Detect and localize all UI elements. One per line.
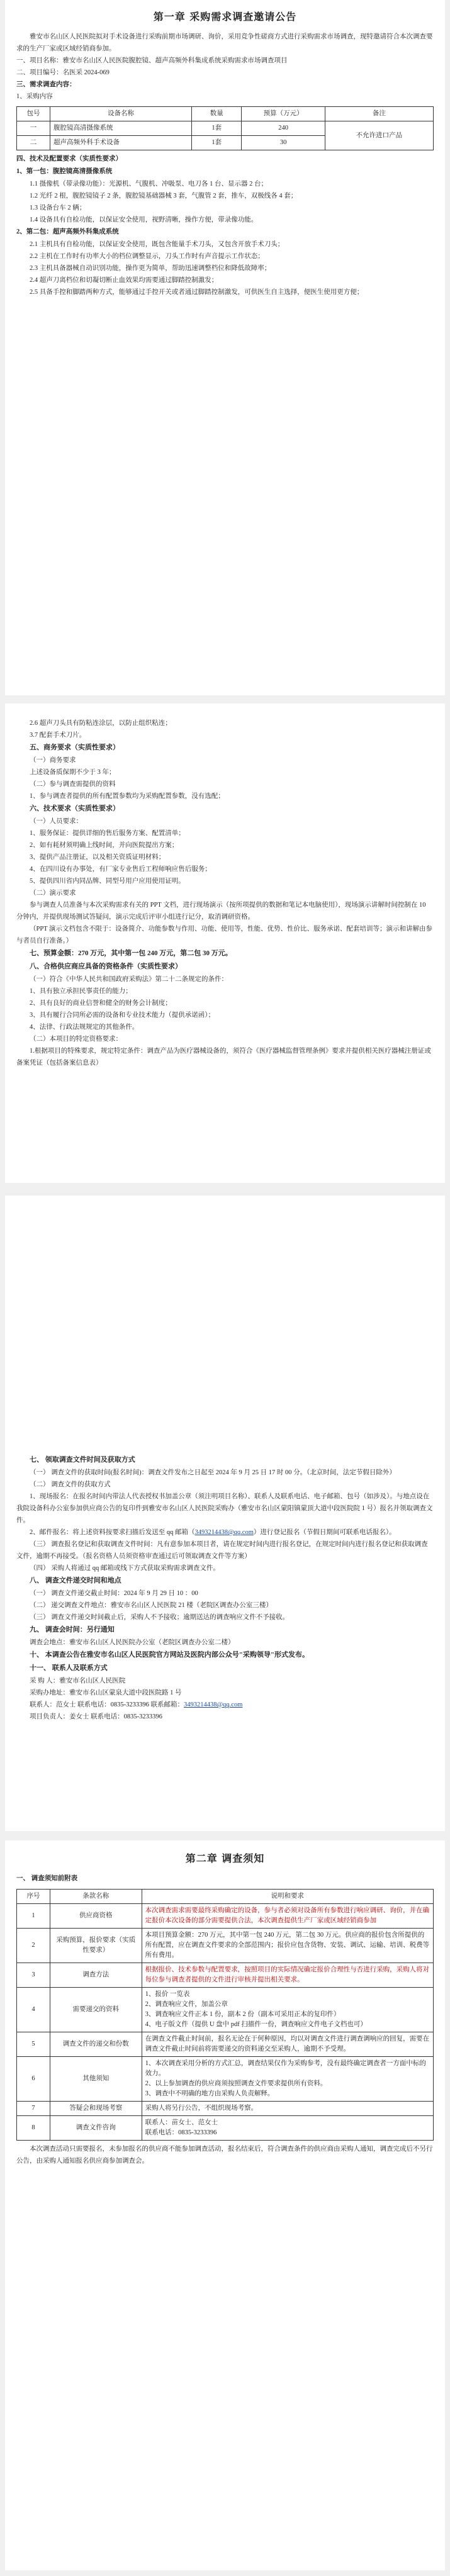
section-heading: 十、 本调查公告在雅安市名山区人民医院官方网站及医院内部公众号"采购领导"形式发布。	[30, 1651, 309, 1659]
table-cell: 二	[17, 136, 50, 150]
table-cell: 超声高频外科手术设备	[50, 136, 191, 150]
row-clause: 答疑会和现场考察	[50, 2102, 142, 2116]
paragraph: （一） 调查文件递交截止时间：2024 年 9 月 29 日 10 ：00	[30, 1590, 198, 1597]
requirement-line: （PPT 演示文档包含不限于：设备简介、功能参数与作用、功能、使用等，性能、优势、性价比、服务承诺、配套培训等；演示和讲解由参与者员自行准备。）	[16, 926, 433, 944]
requirement-line: 1、具有独立承担民事责任的能力；	[30, 988, 132, 995]
package-2-line: 2.1 主机具有自检功能，以保证安全使用，既包含能量手术刀头，又包含开放手术刀头；	[30, 241, 284, 248]
package-2-line: 2.6 超声刀头具有防粘连涂层，以防止组织粘连；	[30, 720, 172, 727]
subsection-label: （一）人员要求：	[30, 818, 82, 825]
row-number: 3	[17, 1963, 50, 1988]
package-2-line: 2.3 主机具备器械自动识别功能，操作更为简单，帮助迅速调整档位和降低故障率；	[30, 265, 271, 272]
row-clause: 调查文件咨询	[50, 2116, 142, 2141]
row-description: 在调查文件截止时间前，报名无论在于何种原因，均以对调查文件进行调查调响应的回复，需要在调查文件截止时间前将需要递交的资料递交至采购人，逾期不予受理。	[142, 2032, 433, 2057]
table-header-row	[17, 1890, 434, 1904]
row-clause: 采购预算，报价要求（实质性要求）	[50, 1929, 142, 1963]
row-description: 本次调查需求需要最终采购确定的设备，参与者必须对设备所有参数进行响应调研、询价，并在确定报价本次设备的部分需要提供合法，本次调查提供生产厂家或区域经销商参加	[142, 1904, 433, 1929]
package-2-line: 2.4 超声刀离档位和切凝切断止血效果均需要通过脚踏控制激发；	[30, 277, 218, 284]
paragraph: （三） 调查文件递交时间截止后，采购人不予接收；逾期送达的调查响应文件不予接收。	[30, 1614, 290, 1621]
table-row	[17, 1988, 434, 2032]
requirement-line: 参与调查人员准备与本次采购需求有关的 PPT 文档，进行现场演示（按所项提供的数据和笔记本电脑使用），现场演示讲解时间控制在 10 分钟内，并提供现场测试答疑问，演示完成后评审小组进行记分，取消调研资格。	[16, 902, 426, 921]
requirement-line: 4、法律、行政法规规定的其他条件。	[30, 1024, 139, 1031]
email-link[interactable]: 3493214438@qq.com	[194, 1529, 254, 1536]
paragraph-text: ）进行登记报名（节假日期间可联系电话报名）。	[253, 1529, 396, 1536]
row-clause: 需要递交的资料	[50, 1988, 142, 2032]
row-number: 6	[17, 2057, 50, 2102]
section-heading: 七、 领取调查文件时间及获取方式	[30, 1456, 135, 1464]
paragraph: 调查会地点：雅安市名山区人民医院办公室（老院区调查办公室二楼）	[30, 1639, 235, 1646]
table-cell: 30	[242, 136, 325, 150]
page-2	[5, 703, 445, 1183]
paragraph: （二） 调查文件的获取方式	[30, 1481, 111, 1488]
table-row	[17, 2032, 434, 2057]
requirement-line: 4、在四川设有办事处，有厂家专业售后工程师响应售后服务；	[30, 866, 211, 873]
chapter-title: 第一章 采购需求调查邀请公告	[153, 11, 297, 23]
section-heading: 四、技术及配置要求（实质性要求）	[16, 155, 122, 162]
row-description: 本项目预算金额：270 万元，其中第一包 240 万元，第二包 30 万元。供应商的报价包含所提供的所有配置，应在调查文件要求的全部范围内；报价应包含货物、安装、调试、运输、培训、税费等所有费用。	[142, 1929, 433, 1963]
row-description: 1、报价 一览表 2、调查响应文件，加盖公章 3、调查响应文件正本 1 份，副本 2 份（副本可采用正本的复印件） 4、电子版文件（提供 U 盘中 pdf 扫描件一份，调查响应文件电子文档也可）	[142, 1988, 433, 2032]
requirement-line: 1.根据项目的特殊要求，规定特定条件：调查产品为医疗器械设备的，须符合《医疗器械监督管理条例》要求并提供相关医疗器械注册证或备案凭证（包括备案信息表）	[16, 1048, 431, 1067]
contact-text: 联系人：范女士 联系电话：0835-3233396 联系邮箱：	[30, 1701, 184, 1708]
table-row	[17, 2057, 434, 2102]
table-row	[17, 121, 434, 136]
table-cell: 腹腔镜高清摄像系统	[50, 121, 191, 136]
table-header: 设备名称	[50, 107, 191, 121]
row-clause: 调查文件的递交和份数	[50, 2032, 142, 2057]
contact-line: 项目负责人：姜女士 联系电话：0835-3233396	[30, 1713, 162, 1720]
table-header: 数量	[192, 107, 242, 121]
page-4	[5, 1840, 445, 2570]
row-description: 根据报价、技术参数与配置要求，按照项目的实际情况确定报价合理性与否进行采购，采购人将对每位参与调查者提供的文件进行审核并提出相关要求。	[142, 1963, 433, 1988]
package-2-heading: 2、第二包：超声高频外科集成系统	[16, 228, 119, 235]
requirement-line: （二）本项目的特定资格要求：	[30, 1036, 122, 1043]
table-header: 预算（万元）	[242, 107, 325, 121]
row-clause: 供应商资格	[50, 1904, 142, 1929]
row-number: 2	[17, 1929, 50, 1963]
requirement-line: （一）符合《中华人民共和国政府采购法》第二十二条规定的条件：	[30, 976, 228, 983]
table-remark: 不允许进口产品	[325, 121, 433, 150]
budget-heading: 七、预算金额：270 万元，其中第一包 240 万元，第二包 30 万元。	[30, 949, 232, 957]
footer-note: 本次调查活动只需要报名，未参加报名的供应商不能参加调查活动，报名结束后，符合调查条件的供应商由采购人通知，调查完成后不另行公告，由采购人通知报名供应商参加调查会。	[16, 2146, 433, 2164]
page-3	[5, 1196, 445, 1831]
paragraph	[16, 1526, 434, 1538]
contact-line	[16, 1699, 434, 1711]
row-number: 7	[17, 2102, 50, 2116]
paragraph: （一） 调查文件的获取时间(报名时间)：调查文件发布之日起至 2024 年 9 月 25 日 17 时 00 分。（北京时间，法定节假日除外）	[30, 1469, 396, 1476]
table-cell: 1套	[192, 121, 242, 136]
requirement-line: 3、具有履行合同所必需的设备和专业技术能力（提供承诺函）；	[30, 1012, 215, 1019]
survey-content-heading: 三、需求调查内容：	[16, 81, 76, 88]
subsection-label: （二）演示要求	[30, 890, 76, 897]
business-heading: 五、商务要求（实质性要求）	[30, 744, 120, 751]
requirement-line: 3、提供产品注册证，以及相关资质证明材料；	[30, 854, 166, 861]
requirement-line: 1、参与调查者提供的所有配置参数均为采购配置参数，没有选配；	[30, 793, 225, 800]
qualification-heading: 八、合格供应商应具备的资格条件（实质性要求）	[30, 963, 182, 970]
package-2-line: 2.2 主机在工作时有功率大小的档位调整显示，刀头工作时有声音提示工作状态；	[30, 253, 264, 260]
procurement-content-label: 1、采购内容	[16, 93, 53, 100]
contact-line: 采 购 人：雅安市名山区人民医院	[30, 1677, 126, 1684]
contact-line: 采购办地址：雅安市名山区蒙泉大道中段医院路 1 号	[30, 1689, 182, 1696]
paragraph-text: 2、邮件报名：将上述资料按要求扫描后发送至 qq 邮箱（	[30, 1529, 195, 1536]
row-clause: 调查方法	[50, 1963, 142, 1988]
procurement-table	[16, 106, 434, 150]
row-clause: 其他须知	[50, 2057, 142, 2102]
intro-paragraph: 雅安市名山区人民医院拟对手术设备进行采购前期市场调研、询价，采用竞争性磋商方式进行采购需求市场调查，现特邀请符合本次调查要求的生产厂家或区域经销商参加。	[16, 33, 433, 52]
requirement-line: 上述设备质保期不少于 3 年；	[30, 769, 116, 776]
paragraph: （三） 调查报名登记和获取调查文件时间：凡有意参加本项目者，请在规定时间内进行报名登记，在规定时间内进行报名登记和获取调查文件，逾期不再接受。（报名资格人员须资格审查通过后可领取调查文件等方案）	[16, 1541, 428, 1560]
table-row	[17, 2102, 434, 2116]
table-header: 条款名称	[50, 1890, 142, 1904]
table-header: 序号	[17, 1890, 50, 1904]
section-heading: 八、 调查文件递交时间和地点	[30, 1577, 121, 1584]
row-description: 采购人将另行公告，不组织现场考察。	[142, 2102, 433, 2116]
package-2-line: 3.7 配套手术刀片。	[30, 732, 86, 739]
table-row	[17, 1929, 434, 1963]
paragraph: 1、现场报名：在报名时间内带法人代表授权书加盖公章（须注明项目名称）、联系人及联系电话、电子邮箱、包号（如涉及）。与地点设在我院设备科办公室参加供应商公告的复印件到雅安市名山区人民医院采购办（雅安市名山区蒙阳镇蒙顶大道中段医院院 1 号）报名并领取调查文件。	[16, 1493, 433, 1524]
row-number: 5	[17, 2032, 50, 2057]
table-header: 备注	[325, 107, 433, 121]
paragraph: （四） 采购人将通过 qq 邮箱或线下方式获取采购需求调查文件。	[30, 1565, 220, 1572]
project-name: 一、项目名称：雅安市名山区人民医院腹腔镜、超声高频外科集成系统采购需求市场调查项目	[16, 57, 288, 64]
table-row	[17, 1904, 434, 1929]
subsection-label: （二）参与调查需提供的资料	[30, 781, 116, 788]
table-cell: 240	[242, 121, 325, 136]
notice-table	[16, 1889, 434, 2141]
project-number: 二、项目编号：名医采 2024-069	[16, 69, 110, 76]
chapter-title: 第二章 调查须知	[185, 1852, 265, 1864]
package-1-heading: 1、第一包：腹腔镜高清摄像系统	[16, 168, 113, 175]
page-1	[5, 0, 445, 695]
row-description: 联系人：苗女士、范女士 联系电话：0835-3233396	[142, 2116, 433, 2141]
section-heading: 十一、 联系人及联系方式	[30, 1664, 108, 1672]
table-header: 说明和要求	[142, 1890, 433, 1904]
table-row	[17, 1963, 434, 1988]
package-1-line: 1.3 设备台车 2 辆；	[30, 204, 86, 211]
table-row	[17, 2116, 434, 2141]
section-heading: 九、 调查会时间：另行通知	[30, 1626, 115, 1633]
table-cell: 一	[17, 121, 50, 136]
technical-heading: 六、技术要求（实质性要求）	[30, 805, 120, 812]
row-number: 1	[17, 1904, 50, 1929]
section-heading: 一、 调查须知前附表	[16, 1875, 78, 1882]
subsection-label: （一）商务要求	[30, 757, 76, 764]
package-2-line: 2.5 具备手控和脚踏两种方式，能够通过手控开关或者通过脚踏控制激发，可供医生自主选择，便医生使用更方便；	[30, 289, 364, 296]
package-1-line: 1.2 光纤 2 根，腹腔镜镜子 2 条，腹腔镜基础器械 3 套，气腹管 2 套，推车，双极线各 4 套；	[30, 193, 298, 199]
requirement-line: 2、具有良好的商业信誉和健全的财务会计制度；	[30, 1000, 172, 1007]
table-header-row	[17, 107, 434, 121]
requirement-line: 2、如有耗材须明确上线时间，并向医院提出方案；	[30, 842, 179, 849]
requirement-line: 1、服务保证：提供详细的售后服务方案、配置清单；	[30, 830, 185, 837]
paragraph: （二） 递交调查文件地点：雅安市名山区人民医院 21 楼（老院区调查办公室三楼）	[30, 1602, 273, 1609]
row-number: 8	[17, 2116, 50, 2141]
table-cell: 1套	[192, 136, 242, 150]
row-description: 1、本次调查采用分析的方式汇总，调查结果仅作为采购参考，没有最终确定调查者一方面中标的效力。 2、以上参加调查的供应商须按照调查文件要求提供所有资料。 3、调查中不明确的地方由采购人负责解释。	[142, 2057, 433, 2102]
package-1-line: 1.1 摄像机（带录像功能）：光源机、气腹机、冲吸泵、电刀各 1 台、显示器 2 台；	[30, 181, 267, 188]
table-header: 包号	[17, 107, 50, 121]
row-number: 4	[17, 1988, 50, 2032]
requirement-line: 5、提供四川省内同品牌、同型号用户应用使用证明。	[30, 878, 185, 885]
email-link[interactable]: 3493214438@qq.com	[184, 1701, 243, 1708]
package-1-line: 1.4 设备具有自检功能，以保证安全使用，视野清晰，操作方便，带录像功能。	[30, 216, 258, 223]
